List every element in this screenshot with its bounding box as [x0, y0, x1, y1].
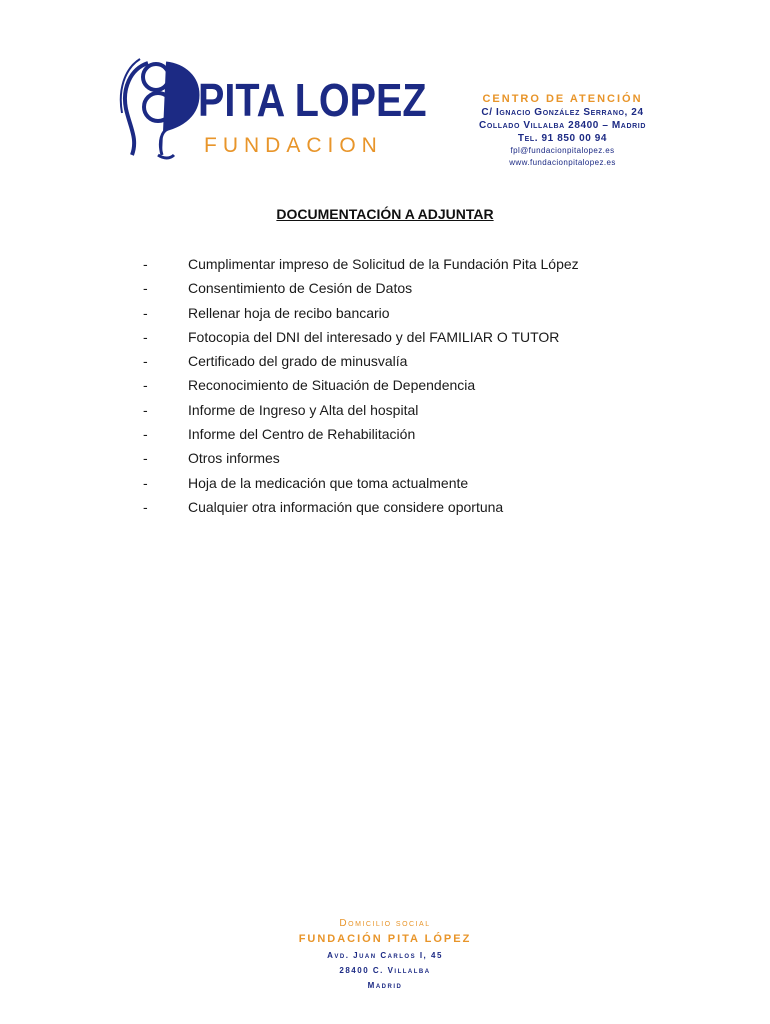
footer-org: FUNDACIÓN PITA LÓPEZ — [298, 933, 472, 945]
footer-label: Domicilio social — [339, 918, 431, 929]
list-item-text: Informe del Centro de Rehabilitación — [188, 426, 416, 443]
contact-block — [455, 92, 670, 169]
list-bullet: - — [143, 328, 148, 345]
list-bullet: - — [143, 280, 148, 297]
footer-address: Avd. Juan Carlos I, 45 — [327, 951, 443, 960]
list-item-text: Hoja de la medicación que toma actualmente — [188, 474, 469, 491]
logo-subtitle: FUNDACION — [204, 134, 383, 157]
list-bullet: - — [143, 498, 148, 515]
footer-block — [0, 916, 770, 993]
list-item-text: Informe de Ingreso y Alta del hospital — [188, 401, 419, 418]
list-item-text: Consentimiento de Cesión de Datos — [188, 280, 413, 297]
list-bullet: - — [143, 377, 148, 394]
list-item-text: Fotocopia del DNI del interesado y del FAMILIAR O TUTOR — [188, 328, 560, 345]
contact-website: www.fundacionpitalopez.es — [509, 158, 616, 167]
list-item-text: Cualquier otra información que considere oportuna — [188, 498, 504, 515]
document-title: DOCUMENTACIÓN A ADJUNTAR — [276, 206, 494, 222]
list-item-text: Rellenar hoja de recibo bancario — [188, 304, 390, 321]
list-bullet: - — [143, 256, 148, 272]
list-item-text: Reconocimiento de Situación de Dependencia — [188, 377, 476, 394]
contact-title: CENTRO DE ATENCIÓN — [482, 93, 643, 105]
contact-email: fpl@fundacionpitalopez.es — [510, 146, 615, 155]
logo-mark-icon — [118, 55, 210, 165]
list-bullet: - — [143, 304, 148, 321]
fundacion-logo — [118, 55, 427, 165]
footer-region: Madrid — [367, 981, 403, 990]
list-bullet: - — [143, 474, 148, 491]
footer-city: 28400 C. Villalba — [339, 966, 431, 975]
list-item-text: Otros informes — [188, 450, 280, 467]
contact-phone: Tel. 91 850 00 94 — [517, 133, 608, 144]
list-item-text: Certificado del grado de minusvalía — [188, 353, 408, 370]
logo-title: PITA LOPEZ — [198, 74, 427, 126]
list-bullet: - — [143, 426, 148, 443]
list-bullet: - — [143, 353, 148, 370]
list-bullet: - — [143, 401, 148, 418]
contact-address-line1: C/ Ignacio González Serrano, 24 — [481, 107, 644, 118]
list-item-text: Cumplimentar impreso de Solicitud de la Fundación Pita López — [188, 256, 579, 272]
list-bullet: - — [143, 450, 148, 467]
contact-address-line2: Collado Villalba 28400 – Madrid — [479, 120, 646, 131]
